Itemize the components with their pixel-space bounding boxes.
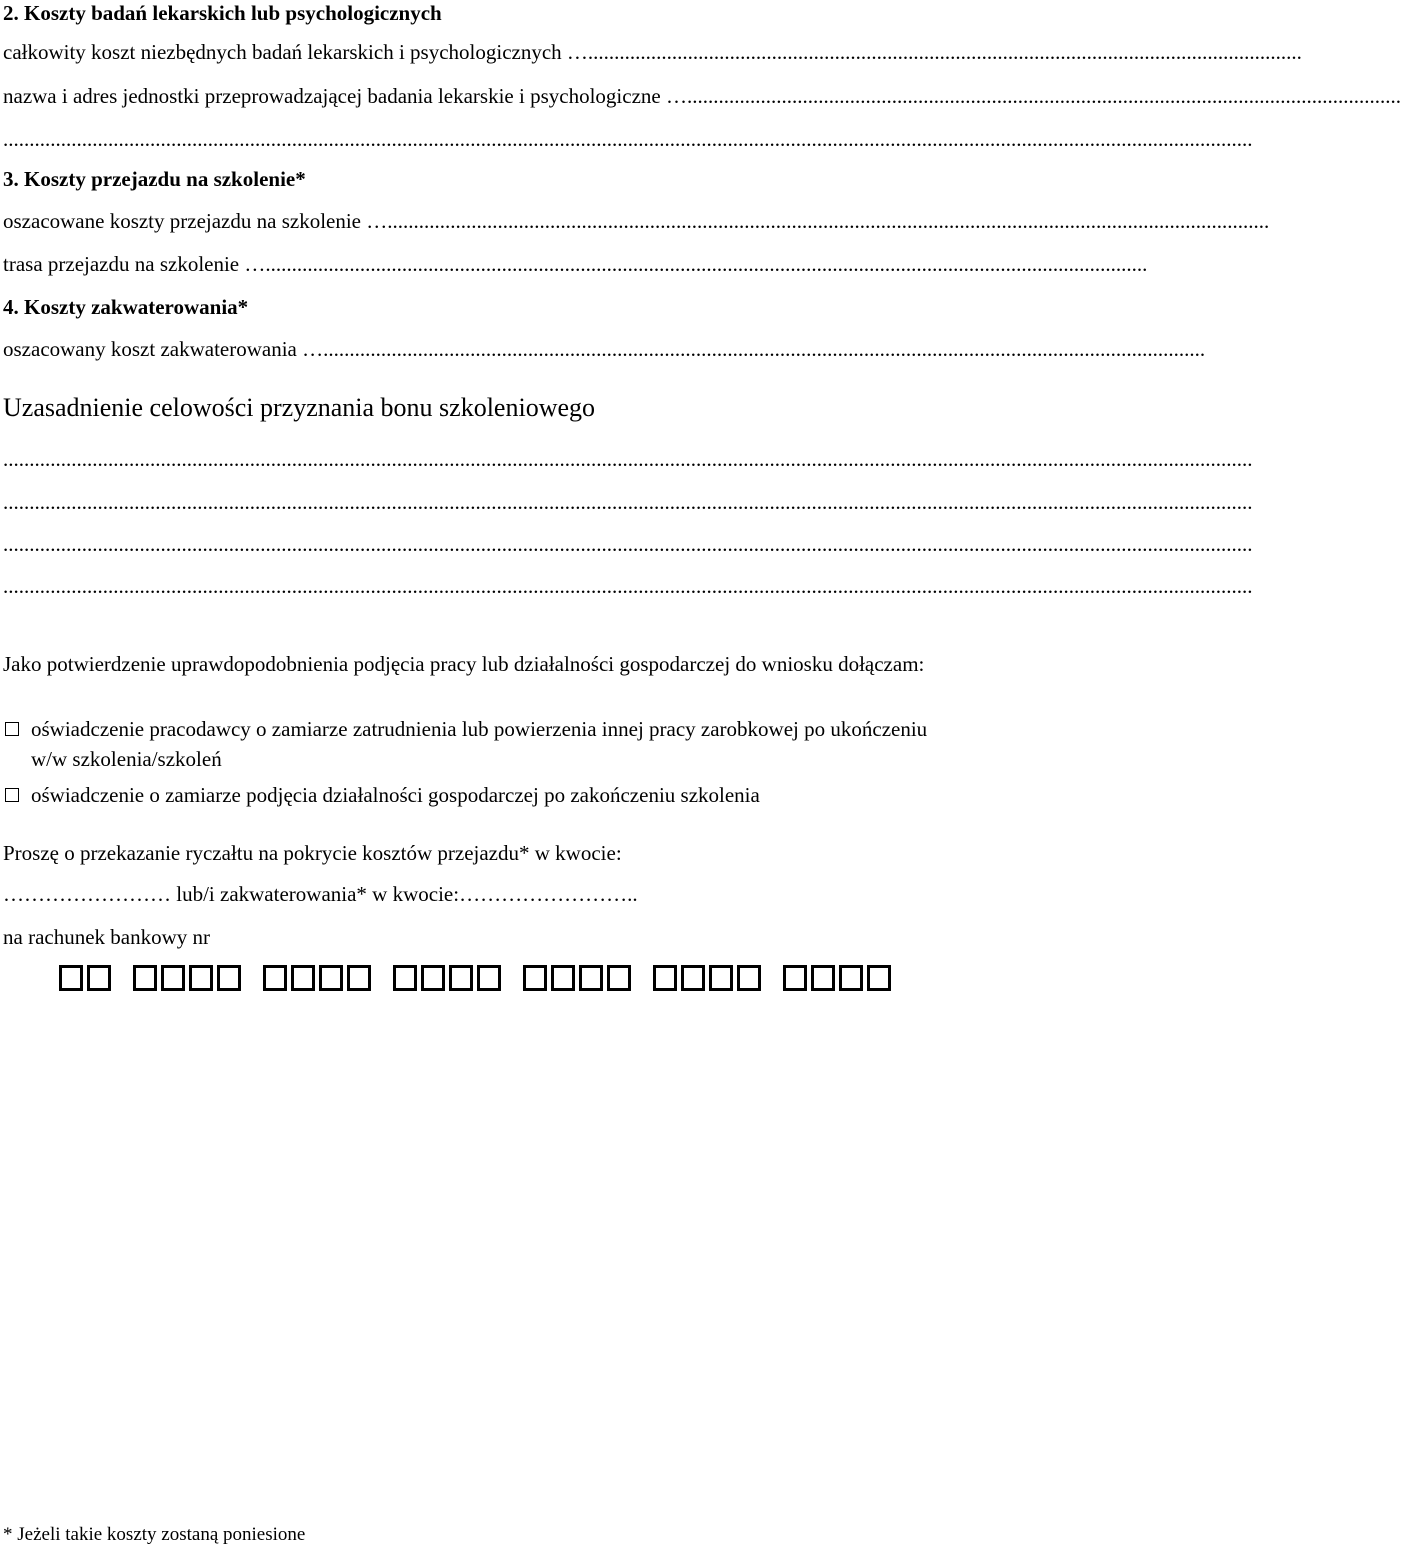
institution-label: nazwa i adres jednostki przeprowadzającej badania lekarskie i psychologiczne xyxy=(3,84,661,108)
dot-leader: …........................................................................................................................................................................ xyxy=(296,337,1206,361)
account-digit-box[interactable] xyxy=(87,965,111,991)
account-digit-group xyxy=(393,965,501,991)
account-digit-box[interactable] xyxy=(681,965,705,991)
account-digit-box[interactable] xyxy=(217,965,241,991)
justification-line[interactable]: .............................................................................................................................................................................................................................................. xyxy=(3,490,1253,514)
account-digit-group xyxy=(133,965,241,991)
justification-line[interactable]: .............................................................................................................................................................................................................................................. xyxy=(3,532,1253,556)
section-4-title: 4. Koszty zakwaterowania* xyxy=(3,295,249,319)
account-digit-box[interactable] xyxy=(523,965,547,991)
total-cost-field[interactable] xyxy=(3,39,1302,65)
justification-heading: Uzasadnienie celowości przyznania bonu szkoleniowego xyxy=(3,393,596,422)
section-2-title: 2. Koszty badań lekarskich lub psychologicznych xyxy=(3,1,442,25)
total-cost-label: całkowity koszt niezbędnych badań lekarskich i psychologicznych xyxy=(3,40,562,64)
account-digit-box[interactable] xyxy=(161,965,185,991)
travel-cost-label: oszacowane koszty przejazdu na szkolenie xyxy=(3,209,362,233)
account-digit-group xyxy=(653,965,761,991)
account-digit-box[interactable] xyxy=(449,965,473,991)
attachment-option-business[interactable] xyxy=(3,780,938,810)
checkbox[interactable] xyxy=(5,788,19,802)
account-digit-box[interactable] xyxy=(811,965,835,991)
institution-field-continuation[interactable]: .............................................................................................................................................................................................................................................. xyxy=(3,127,1253,151)
attachment-option-employer-label: oświadczenie pracodawcy o zamiarze zatrudnienia lub powierzenia innej pracy zarobkowej po ukończeniu w/w szkolenia/szkoleń xyxy=(31,717,928,771)
account-digit-box[interactable] xyxy=(291,965,315,991)
account-digit-box[interactable] xyxy=(263,965,287,991)
account-digit-box[interactable] xyxy=(347,965,371,991)
footnote: * Jeżeli takie koszty zostaną poniesione xyxy=(3,1524,306,1545)
travel-route-label: trasa przejazdu na szkolenie xyxy=(3,252,240,276)
account-digit-box[interactable] xyxy=(709,965,733,991)
account-digit-box[interactable] xyxy=(579,965,603,991)
account-digit-box[interactable] xyxy=(839,965,863,991)
justification-line[interactable]: .............................................................................................................................................................................................................................................. xyxy=(3,447,1253,471)
account-digit-box[interactable] xyxy=(477,965,501,991)
checkbox[interactable] xyxy=(5,722,19,736)
account-digit-box[interactable] xyxy=(133,965,157,991)
dot-leader: …........................................................................................................................................ xyxy=(561,40,1302,64)
section-3-title: 3. Koszty przejazdu na szkolenie* xyxy=(3,167,306,191)
travel-cost-field[interactable] xyxy=(3,208,1270,234)
attachment-option-employer[interactable] xyxy=(3,714,938,774)
payment-amount-line[interactable]: …………………… lub/i zakwaterowania* w kwocie:…………………….. xyxy=(3,882,638,906)
institution-field[interactable] xyxy=(3,83,1401,109)
dot-leader: …........................................................................................................................................................................ xyxy=(239,252,1148,276)
account-digit-box[interactable] xyxy=(319,965,343,991)
account-digit-box[interactable] xyxy=(59,965,83,991)
account-digit-group xyxy=(783,965,891,991)
account-digit-group xyxy=(59,965,111,991)
account-digit-box[interactable] xyxy=(393,965,417,991)
account-digit-box[interactable] xyxy=(867,965,891,991)
account-digit-box[interactable] xyxy=(551,965,575,991)
travel-route-field[interactable] xyxy=(3,251,1148,277)
payment-request: Proszę o przekazanie ryczałtu na pokrycie kosztów przejazdu* w kwocie: xyxy=(3,841,622,865)
attachment-option-business-label: oświadczenie o zamiarze podjęcia działalności gospodarczej po zakończeniu szkolenia xyxy=(31,783,760,807)
account-digit-box[interactable] xyxy=(607,965,631,991)
account-digit-box[interactable] xyxy=(737,965,761,991)
account-digit-box[interactable] xyxy=(653,965,677,991)
attachments-intro: Jako potwierdzenie uprawdopodobnienia podjęcia pracy lub działalności gospodarczej do wniosku dołączam: xyxy=(3,652,925,676)
accommodation-cost-label: oszacowany koszt zakwaterowania xyxy=(3,337,297,361)
bank-account-number[interactable] xyxy=(59,965,891,991)
account-digit-box[interactable] xyxy=(189,965,213,991)
account-digit-group xyxy=(523,965,631,991)
dot-leader: …........................................................................................................................................................................ xyxy=(361,209,1270,233)
justification-line[interactable]: .............................................................................................................................................................................................................................................. xyxy=(3,574,1253,598)
account-digit-box[interactable] xyxy=(421,965,445,991)
account-digit-group xyxy=(263,965,371,991)
dot-leader: …........................................................................................................................................ xyxy=(660,84,1401,108)
accommodation-cost-field[interactable] xyxy=(3,336,1206,362)
bank-account-label: na rachunek bankowy nr xyxy=(3,925,211,949)
account-digit-box[interactable] xyxy=(783,965,807,991)
